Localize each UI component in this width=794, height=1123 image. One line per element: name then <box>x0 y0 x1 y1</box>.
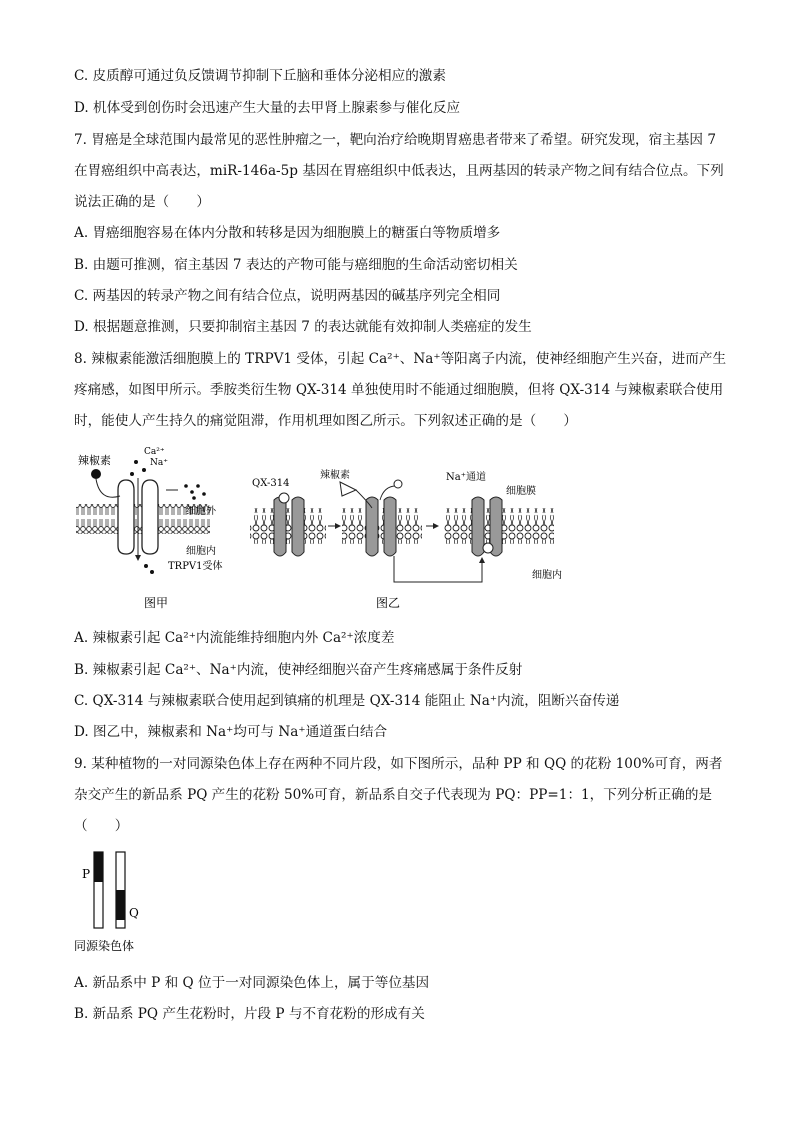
yi-channel-2-right <box>384 497 396 556</box>
q9-option-a: A. 新品系中 P 和 Q 位于一对同源染色体上，属于等位基因 <box>74 975 430 991</box>
jia-ion-dot <box>202 492 206 496</box>
yi-channel-2-left <box>366 497 378 556</box>
q8-option-b: B. 辣椒素引起 Ca²⁺、Na⁺内流，使神经细胞兴奋产生疼痛感属于条件反射 <box>74 662 523 678</box>
yi-qx-circle <box>394 480 402 488</box>
yi-label-membrane: 细胞膜 <box>506 486 536 497</box>
segment-q <box>116 890 125 920</box>
jia-capsaicin-dot <box>91 469 101 479</box>
jia-receptor-right <box>142 480 158 554</box>
jia-ion-dot <box>190 490 194 494</box>
jia-label-outside: 细胞外 <box>186 506 216 517</box>
jia-label-na: Na⁺ <box>150 458 168 468</box>
prev-option-c: C. 皮质醇可通过负反馈调节抑制下丘脑和垂体分泌相应的激素 <box>74 68 446 84</box>
jia-caption: 图甲 <box>144 596 169 610</box>
q7-stem-line-3: 说法正确的是（ ） <box>74 194 210 210</box>
jia-ion-dot <box>130 472 134 476</box>
prev-option-d: D. 机体受到创伤时会迅速产生大量的去甲肾上腺素参与催化反应 <box>74 100 461 116</box>
q8-option-a: A. 辣椒素引起 Ca²⁺内流能维持细胞内外 Ca²⁺浓度差 <box>74 630 395 646</box>
label-q: Q <box>129 906 139 920</box>
jia-ion-dot <box>144 564 148 568</box>
yi-membrane-2 <box>342 508 422 544</box>
segment-p <box>94 852 103 882</box>
yi-return-arrow <box>394 556 482 582</box>
q9-option-b: B. 新品系 PQ 产生花粉时，片段 P 与不育花粉的形成有关 <box>74 1006 425 1022</box>
q7-option-c: C. 两基因的转录产物之间有结合位点，说明两基因的碱基序列完全相同 <box>74 288 501 304</box>
q8-stem-line-1: 8. 辣椒素能激活细胞膜上的 TRPV1 受体，引起 Ca²⁺、Na⁺等阳离子内流，使神经细胞产生兴奋，进而产生 <box>74 351 727 367</box>
yi-channel-1-right <box>292 497 304 556</box>
yi-label-inside: 细胞内 <box>532 570 562 581</box>
jia-ion-dot <box>192 496 196 500</box>
chromosome-caption: 同源染色体 <box>74 939 135 953</box>
yi-caption: 图乙 <box>376 596 401 610</box>
jia-ion-dot <box>142 468 146 472</box>
jia-label-receptor: TRPV1受体 <box>168 561 223 572</box>
q7-stem-line-1: 7. 胃癌是全球范围内最常见的恶性肿瘤之一，靶向治疗给晚期胃癌患者带来了希望。研究发现，宿主基因 7 <box>74 132 716 148</box>
jia-ion-dot <box>196 484 200 488</box>
q7-stem-line-2: 在胃癌组织中高表达，miR-146a-5p 基因在胃癌组织中低表达，且两基因的转录产物之间有结合位点。下列 <box>74 163 724 179</box>
yi-label-channel: Na⁺通道 <box>446 472 486 483</box>
jia-label-ca: Ca²⁺ <box>144 447 165 457</box>
q7-option-a: A. 胃癌细胞容易在体内分散和转移是因为细胞膜上的糖蛋白等物质增多 <box>74 225 501 241</box>
q7-option-d: D. 根据题意推测，只要抑制宿主基因 7 的表达就能有效抑制人类癌症的发生 <box>74 319 532 335</box>
q8-option-c: C. QX-314 与辣椒素联合使用起到镇痛的机理是 QX-314 能阻止 Na⁺内流，阻断兴奋传递 <box>74 693 620 709</box>
yi-qx-circle <box>279 493 289 503</box>
yi-membrane-1 <box>250 508 326 544</box>
yi-capsaicin-triangle <box>340 482 356 496</box>
yi-channel-3-left <box>472 497 484 556</box>
q7-option-b: B. 由题可推测，宿主基因 7 表达的产物可能与癌细胞的生命活动密切相关 <box>74 257 518 273</box>
jia-receptor-left <box>118 480 134 554</box>
q8-stem-line-2: 疼痛感，如图甲所示。季胺类衍生物 QX-314 单独使用时不能通过细胞膜，但将 QX-314 与辣椒素联合使用 <box>74 382 724 398</box>
jia-ion-dot <box>184 484 188 488</box>
q8-stem-line-3: 时，能使人产生持久的痛觉阻滞，作用机理如图乙所示。下列叙述正确的是（ ） <box>74 413 577 429</box>
q8-option-d: D. 图乙中，辣椒素和 Na⁺均可与 Na⁺通道蛋白结合 <box>74 724 388 740</box>
jia-capsaicin-arrow <box>96 479 120 497</box>
yi-label-qx: QX-314 <box>252 478 290 489</box>
yi-channel-1-left <box>274 497 286 556</box>
label-p: P <box>82 867 91 881</box>
q9-stem-line-1: 9. 某种植物的一对同源染色体上存在两种不同片段，如下图所示，品种 PP 和 QQ 的花粉 100%可育，两者 <box>74 756 723 772</box>
jia-label-inside: 细胞内 <box>186 546 216 557</box>
jia-label-capsaicin: 辣椒素 <box>78 454 111 467</box>
yi-label-capsaicin: 辣椒素 <box>320 470 350 481</box>
figure-yi <box>244 460 584 614</box>
yi-qx-circle-inside <box>483 543 493 553</box>
figure-jia <box>74 442 244 614</box>
q9-stem-line-3: （ ） <box>74 818 129 834</box>
figure-chromosomes <box>74 848 164 958</box>
q9-stem-line-2: 杂交产生的新品系 PQ 产生的花粉 50%可育，新品系自交子代表现为 PQ：PP=1：1，下列分析正确的是 <box>74 787 713 803</box>
jia-ion-dot <box>134 460 138 464</box>
jia-ion-dot <box>150 570 154 574</box>
